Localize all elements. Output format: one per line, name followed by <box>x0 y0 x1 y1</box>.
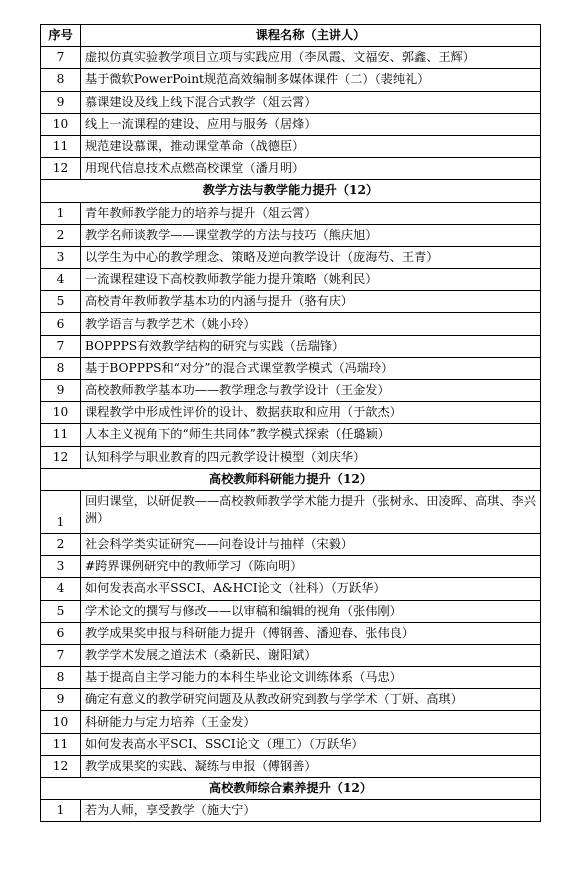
row-number: 8 <box>41 667 81 689</box>
row-number: 12 <box>41 158 81 180</box>
course-title: 高校青年教师教学基本功的内涵与提升（骆有庆） <box>81 291 541 313</box>
course-title: 虚拟仿真实验教学项目立项与实践应用（李凤霞、文福安、郭鑫、王辉） <box>81 47 541 69</box>
row-number: 9 <box>41 380 81 402</box>
table-row <box>41 711 541 733</box>
course-title: 如何发表高水平SCI、SSCI论文（理工）（万跃华） <box>81 733 541 755</box>
header-course-title: 课程名称（主讲人） <box>81 25 541 47</box>
course-title: 课程教学中形成性评价的设计、数据获取和应用（于歆杰） <box>81 402 541 424</box>
table-row <box>41 113 541 135</box>
table-row <box>41 644 541 666</box>
course-title: 教学成果奖的实践、凝练与申报（傅钢善） <box>81 755 541 777</box>
table-row <box>41 578 541 600</box>
row-number: 7 <box>41 335 81 357</box>
course-title: 高校教师教学基本功——教学理念与教学设计（王金发） <box>81 380 541 402</box>
table-row <box>41 446 541 468</box>
course-title: 学术论文的撰写与修改——以审稿和编辑的视角（张伟刚） <box>81 600 541 622</box>
row-number: 9 <box>41 91 81 113</box>
course-title: 用现代信息技术点燃高校课堂（潘月明） <box>81 158 541 180</box>
table-row <box>41 689 541 711</box>
row-number: 7 <box>41 47 81 69</box>
course-title: 确定有意义的教学研究问题及从教改研究到教与学学术（丁妍、高琪） <box>81 689 541 711</box>
course-title: 基于BOPPPS和“对分”的混合式课堂教学模式（冯瑞玲） <box>81 357 541 379</box>
course-title: 若为人师，享受教学（施大宁） <box>81 800 541 822</box>
course-title: 以学生为中心的教学理念、策略及逆向教学设计（庞海芍、王青） <box>81 246 541 268</box>
row-number: 9 <box>41 689 81 711</box>
course-title: 一流课程建设下高校教师教学能力提升策略（姚利民） <box>81 269 541 291</box>
course-title: 人本主义视角下的“师生共同体”教学模式探索（任璐颖） <box>81 424 541 446</box>
course-title: 基于提高自主学习能力的本科生毕业论文训练体系（马忠） <box>81 667 541 689</box>
row-number: 6 <box>41 622 81 644</box>
table-row <box>41 69 541 91</box>
course-title: 线上一流课程的建设、应用与服务（居烽） <box>81 113 541 135</box>
table-header-row <box>41 25 541 47</box>
table-row <box>41 357 541 379</box>
course-title: 基于微软PowerPoint规范高效编制多媒体课件（二）（裴纯礼） <box>81 69 541 91</box>
row-number: 4 <box>41 578 81 600</box>
table-row <box>41 47 541 69</box>
table-row <box>41 291 541 313</box>
row-number: 2 <box>41 533 81 555</box>
table-row <box>41 91 541 113</box>
table-row <box>41 733 541 755</box>
course-title: 规范建设慕课，推动课堂革命（战德臣） <box>81 135 541 157</box>
section-heading-row <box>41 468 541 490</box>
course-title: 回归课堂，以研促教——高校教师教学学术能力提升（张树永、田凌晖、高琪、李兴洲） <box>81 490 541 533</box>
row-number: 6 <box>41 313 81 335</box>
table-row <box>41 755 541 777</box>
header-number: 序号 <box>41 25 81 47</box>
row-number: 3 <box>41 246 81 268</box>
table-row <box>41 622 541 644</box>
row-number: 12 <box>41 755 81 777</box>
course-title: 科研能力与定力培养（王金发） <box>81 711 541 733</box>
table-row <box>41 224 541 246</box>
row-number: 7 <box>41 644 81 666</box>
table-row <box>41 158 541 180</box>
table-row <box>41 402 541 424</box>
course-title: 认知科学与职业教育的四元教学设计模型（刘庆华） <box>81 446 541 468</box>
course-title: 教学成果奖申报与科研能力提升（傅钢善、潘迎春、张伟良） <box>81 622 541 644</box>
section-heading-row <box>41 778 541 800</box>
table-row <box>41 490 541 533</box>
course-title: 慕课建设及线上线下混合式教学（俎云霄） <box>81 91 541 113</box>
table-row <box>41 202 541 224</box>
course-title: BOPPPS有效教学结构的研究与实践（岳瑞锋） <box>81 335 541 357</box>
row-number: 12 <box>41 446 81 468</box>
table-row <box>41 246 541 268</box>
section-title: 高校教师科研能力提升（12） <box>41 468 541 490</box>
table-row <box>41 335 541 357</box>
course-title: 青年教师教学能力的培养与提升（俎云霄） <box>81 202 541 224</box>
row-number: 1 <box>41 490 81 533</box>
table-row <box>41 600 541 622</box>
course-list-document <box>40 24 540 822</box>
row-number: 4 <box>41 269 81 291</box>
row-number: 3 <box>41 556 81 578</box>
section-title: 高校教师综合素养提升（12） <box>41 778 541 800</box>
course-table <box>40 24 541 822</box>
row-number: 5 <box>41 600 81 622</box>
course-title: 如何发表高水平SSCI、A&HCI论文（社科）（万跃华） <box>81 578 541 600</box>
row-number: 10 <box>41 113 81 135</box>
row-number: 8 <box>41 357 81 379</box>
course-title: 社会科学类实证研究——问卷设计与抽样（宋毅） <box>81 533 541 555</box>
table-row <box>41 800 541 822</box>
table-row <box>41 380 541 402</box>
course-title: #跨界课例研究中的教师学习（陈向明） <box>81 556 541 578</box>
row-number: 10 <box>41 402 81 424</box>
row-number: 10 <box>41 711 81 733</box>
table-body <box>41 47 541 822</box>
table-row <box>41 313 541 335</box>
row-number: 11 <box>41 135 81 157</box>
table-row <box>41 269 541 291</box>
row-number: 1 <box>41 202 81 224</box>
course-title: 教学语言与教学艺术（姚小玲） <box>81 313 541 335</box>
row-number: 11 <box>41 424 81 446</box>
table-row <box>41 533 541 555</box>
row-number: 2 <box>41 224 81 246</box>
table-row <box>41 556 541 578</box>
course-title: 教学名师谈教学——课堂教学的方法与技巧（熊庆旭） <box>81 224 541 246</box>
course-title: 教学学术发展之道法术（桑新民、谢阳斌） <box>81 644 541 666</box>
table-row <box>41 667 541 689</box>
row-number: 5 <box>41 291 81 313</box>
row-number: 8 <box>41 69 81 91</box>
table-row <box>41 424 541 446</box>
table-row <box>41 135 541 157</box>
section-heading-row <box>41 180 541 202</box>
row-number: 11 <box>41 733 81 755</box>
row-number: 1 <box>41 800 81 822</box>
section-title: 教学方法与教学能力提升（12） <box>41 180 541 202</box>
